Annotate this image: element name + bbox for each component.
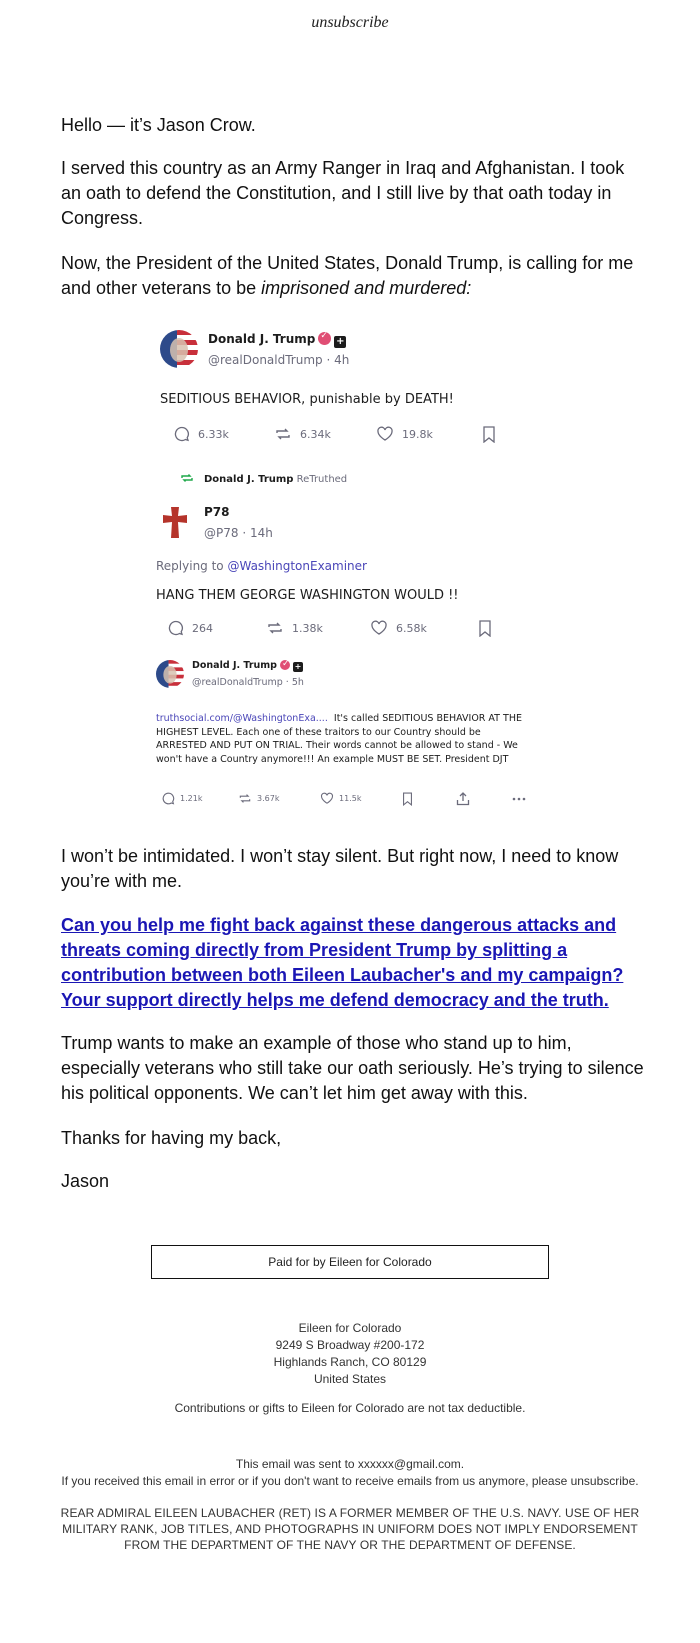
trump-avatar-1 (160, 330, 198, 368)
post2-handle: @P78 · 14h (204, 526, 273, 540)
post1-name: Donald J. Trump (208, 332, 316, 346)
cta-paragraph (61, 913, 646, 1013)
post3-link[interactable]: truthsocial.com/@WashingtonExa.... (156, 713, 328, 724)
signoff: Thanks for having my back, (61, 1128, 282, 1148)
post1-handle: @realDonaldTrump · 4h (208, 353, 350, 367)
paragraph-not-intimidated: I won’t be intimidated. I won’t stay silent. But right now, I need to know you’re with me. (61, 846, 619, 891)
post2-retruth-count: 1.38k (266, 620, 323, 636)
greeting: Hello — it’s Jason Crow. (61, 115, 256, 135)
post3-like-count: 11.5k (320, 792, 361, 805)
recipient-email: xxxxxx@gmail.com (357, 1457, 461, 1471)
footer-org: Eileen for Colorado (298, 1321, 402, 1335)
retruth-green-icon (180, 472, 194, 484)
retruth-label-name: Donald J. Trump (204, 474, 294, 485)
trump-avatar-2 (156, 660, 184, 688)
plus-badge-icon: + (294, 662, 302, 671)
post2-text: HANG THEM GEORGE WASHINGTON WOULD !! (156, 588, 459, 603)
retruth-label (180, 472, 347, 485)
post1-reply-count: 6.33k (174, 426, 229, 442)
paragraph-president-text: Now, the President of the United States, Donald Trump, is calling for me and other veterans to be (61, 253, 634, 298)
retruth-icon (274, 426, 292, 442)
post3-retruth-count: 3.67k (238, 792, 279, 805)
footer-military-disclaimer: REAR ADMIRAL EILEEN LAUBACHER (RET) IS A FORMER MEMBER OF THE U.S. NAVY. USE OF HER MILITARY RANK, JOB TITLES, AND PHOTOGRAPHS IN UNIFORM DOES NOT IMPLY ENDORSEMENT FROM THE DEPARTMENT OF THE NAVY OR THE DEPARTMENT OF DEFENSE. (60, 1506, 640, 1552)
post2-replying: Replying to @WashingtonExaminer (156, 559, 367, 573)
plus-badge-icon: + (336, 336, 345, 347)
post1-text: SEDITIOUS BEHAVIOR, punishable by DEATH! (160, 392, 454, 407)
footer-address (0, 1320, 700, 1388)
post3-text: truthsocial.com/@WashingtonExa.... It's called SEDITIOUS BEHAVIOR AT THE HIGHEST LEVEL. Each one of these traitors to our Country should be ARRESTED AND PUT ON TRIAL. Their words cannot be allowed to stand - We won't have a Country anymore!!! An example MUST BE SET. President DJT (156, 713, 522, 765)
paragraph-service: I served this country as an Army Ranger in Iraq and Afghanistan. I took an oath to defend the Constitution, and I still live by that oath today in Congress. (61, 158, 625, 228)
donate-cta-link[interactable]: Can you help me fight back against these dangerous attacks and threats coming directly from President Trump by splitting a contribution between both Eileen Laubacher's and my campaign? Your support directly helps me defend democracy and the truth. (61, 915, 624, 1010)
verified-badge-icon (280, 660, 290, 670)
bookmark-icon (478, 620, 492, 637)
share-icon (456, 792, 470, 806)
post1-retruth-count: 6.34k (274, 426, 331, 442)
paragraph-president-emphasis: imprisoned and murdered: (261, 278, 472, 298)
bookmark-icon (482, 426, 496, 443)
footer-sent-info (0, 1456, 700, 1490)
footer-unsubscribe-line[interactable]: If you received this email in error or if you don't want to receive emails from us anymore, please unsubscribe. (61, 1474, 639, 1488)
post1-like-count: 19.8k (376, 426, 433, 442)
post3-reply-count: 1.21k (162, 792, 202, 805)
post2-name: P78 (204, 505, 230, 519)
reply-icon (174, 426, 190, 442)
post3-handle: @realDonaldTrump · 5h (192, 677, 304, 688)
footer-tax-note: Contributions or gifts to Eileen for Colorado are not tax deductible. (174, 1401, 526, 1415)
post2-reply-count: 264 (168, 620, 213, 636)
paragraph-president (61, 251, 646, 301)
signature: Jason (61, 1171, 110, 1191)
more-options-icon (512, 797, 526, 801)
heart-icon (376, 426, 394, 442)
cross-avatar-icon (158, 506, 192, 540)
post3-name: Donald J. Trump (192, 660, 277, 671)
footer-country: United States (313, 1372, 387, 1386)
footer-city: Highlands Ranch, CO 80129 (273, 1355, 427, 1369)
paid-for-disclaimer: Paid for by Eileen for Colorado (151, 1245, 549, 1279)
verified-badge-icon (318, 332, 331, 345)
retruth-label-action: ReTruthed (296, 474, 348, 485)
unsubscribe-link-top[interactable]: unsubscribe (311, 14, 389, 31)
paragraph-example: Trump wants to make an example of those who stand up to him, especially veterans who still take our oath seriously. He’s trying to silence his political opponents. We can’t let him get away with this. (61, 1033, 644, 1103)
footer-street: 9249 S Broadway #200-172 (275, 1338, 425, 1352)
bookmark-icon (402, 792, 413, 806)
post2-like-count: 6.58k (370, 620, 427, 636)
footer-sent-line: This email was sent to xxxxxx@gmail.com. (235, 1457, 465, 1471)
